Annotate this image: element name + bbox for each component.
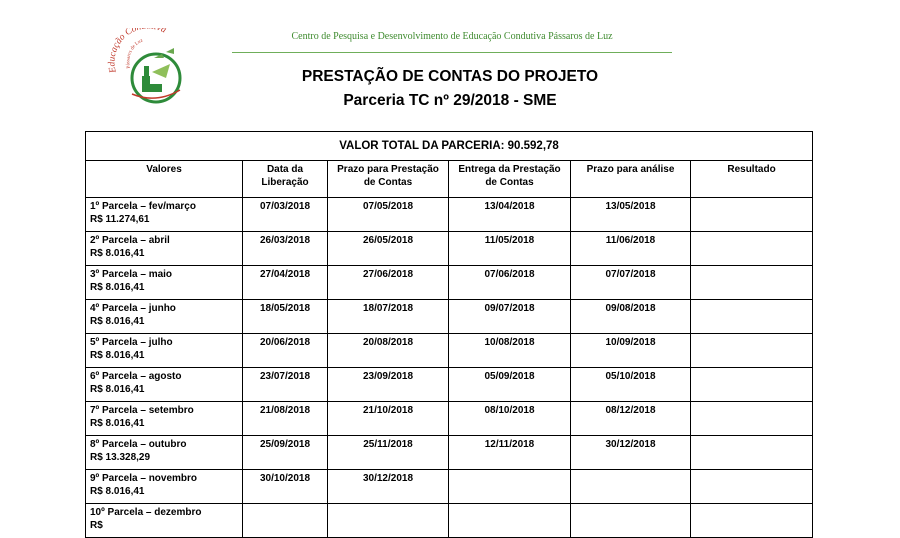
cell-liberacao (243, 504, 328, 538)
cell-prazo-analise: 08/12/2018 (571, 402, 691, 436)
cell-liberacao: 18/05/2018 (243, 300, 328, 334)
cell-liberacao: 07/03/2018 (243, 198, 328, 232)
cell-resultado (691, 436, 813, 470)
cell-prazo-analise: 30/12/2018 (571, 436, 691, 470)
cell-prazo-prestacao: 21/10/2018 (328, 402, 449, 436)
parcela-value: R$ 8.016,41 (90, 248, 145, 259)
parcela-label: 7º Parcela – setembro (90, 405, 194, 416)
cell-entrega: 08/10/2018 (449, 402, 571, 436)
cell-liberacao: 23/07/2018 (243, 368, 328, 402)
cell-resultado (691, 198, 813, 232)
cell-resultado (691, 470, 813, 504)
cell-resultado (691, 402, 813, 436)
cell-prazo-prestacao: 20/08/2018 (328, 334, 449, 368)
cell-liberacao: 21/08/2018 (243, 402, 328, 436)
col-header-label: de Contas (363, 177, 413, 188)
col-header-prazo-prestacao (328, 161, 449, 198)
col-header-label: de Contas (485, 177, 534, 188)
cell-valores (86, 266, 243, 300)
cell-prazo-analise: 13/05/2018 (571, 198, 691, 232)
cell-valores (86, 232, 243, 266)
cell-prazo-analise: 10/09/2018 (571, 334, 691, 368)
parcela-label: 4º Parcela – junho (90, 303, 176, 314)
cell-prazo-prestacao (328, 504, 449, 538)
cell-valores (86, 300, 243, 334)
col-header-label: Prazo para análise (586, 164, 675, 175)
cell-entrega: 07/06/2018 (449, 266, 571, 300)
cell-entrega: 10/08/2018 (449, 334, 571, 368)
cell-prazo-prestacao: 18/07/2018 (328, 300, 449, 334)
cell-prazo-analise: 11/06/2018 (571, 232, 691, 266)
organization-name: Centro de Pesquisa e Desenvolvimento de Educação Condutiva Pássaros de Luz (291, 31, 613, 42)
cell-entrega (449, 504, 571, 538)
cell-valores (86, 470, 243, 504)
cell-resultado (691, 232, 813, 266)
cell-valores (86, 198, 243, 232)
cell-resultado (691, 266, 813, 300)
table-row (86, 402, 813, 436)
parcela-label: 9º Parcela – novembro (90, 473, 198, 484)
document-subtitle: Parceria TC nº 29/2018 - SME (343, 92, 557, 109)
table-row (86, 436, 813, 470)
table-row (86, 198, 813, 232)
parcela-value: R$ 13.328,29 (90, 452, 151, 463)
table-row (86, 300, 813, 334)
cell-valores (86, 504, 243, 538)
table-row (86, 266, 813, 300)
document-title: PRESTAÇÃO DE CONTAS DO PROJETO (301, 68, 599, 85)
cell-prazo-analise: 09/08/2018 (571, 300, 691, 334)
col-header-label: Prazo para Prestação (337, 164, 439, 175)
cell-prazo-prestacao: 27/06/2018 (328, 266, 449, 300)
parcela-value: R$ 8.016,41 (90, 486, 145, 497)
parcela-label: 8º Parcela – outubro (90, 439, 187, 450)
cell-entrega: 09/07/2018 (449, 300, 571, 334)
parcela-value: R$ 8.016,41 (90, 316, 145, 327)
parcela-label: 6º Parcela – agosto (90, 371, 182, 382)
parcela-label: 2º Parcela – abril (90, 235, 170, 246)
header-divider (232, 52, 672, 53)
total-value: VALOR TOTAL DA PARCERIA: 90.592,78 (86, 132, 813, 161)
table-row (86, 368, 813, 402)
cell-liberacao: 27/04/2018 (243, 266, 328, 300)
cell-valores (86, 402, 243, 436)
cell-resultado (691, 300, 813, 334)
cell-liberacao: 26/03/2018 (243, 232, 328, 266)
cell-prazo-prestacao: 25/11/2018 (328, 436, 449, 470)
table-row (86, 470, 813, 504)
logo (104, 28, 196, 108)
parcela-value: R$ 8.016,41 (90, 350, 145, 361)
col-header-entrega (449, 161, 571, 198)
accounts-table (85, 131, 813, 538)
cell-prazo-prestacao: 30/12/2018 (328, 470, 449, 504)
parcela-value: R$ 8.016,41 (90, 418, 145, 429)
col-header-label: Resultado (727, 164, 776, 175)
col-header-resultado (691, 161, 813, 198)
table-row (86, 334, 813, 368)
parcela-label: 3º Parcela – maio (90, 269, 173, 280)
cell-entrega: 13/04/2018 (449, 198, 571, 232)
parcela-value: R$ (90, 520, 103, 531)
cell-entrega: 05/09/2018 (449, 368, 571, 402)
parcela-label: 1º Parcela – fev/março (90, 201, 196, 212)
logo-emblem-icon (104, 28, 196, 108)
table-row (86, 504, 813, 538)
cell-prazo-prestacao: 26/05/2018 (328, 232, 449, 266)
col-header-prazo-analise (571, 161, 691, 198)
cell-prazo-analise: 07/07/2018 (571, 266, 691, 300)
cell-liberacao: 25/09/2018 (243, 436, 328, 470)
cell-resultado (691, 334, 813, 368)
cell-entrega: 12/11/2018 (449, 436, 571, 470)
cell-liberacao: 30/10/2018 (243, 470, 328, 504)
table-total-row (86, 132, 813, 161)
col-header-label: Valores (146, 164, 182, 175)
svg-text:Educação Condutiva (107, 28, 167, 75)
parcela-value: R$ 11.274,61 (90, 214, 150, 225)
cell-entrega (449, 470, 571, 504)
cell-prazo-prestacao: 07/05/2018 (328, 198, 449, 232)
cell-prazo-prestacao: 23/09/2018 (328, 368, 449, 402)
cell-prazo-analise (571, 470, 691, 504)
cell-valores (86, 368, 243, 402)
logo-text-sub: Pássaros de Luz (126, 38, 144, 69)
cell-resultado (691, 504, 813, 538)
col-header-label: Data da Liberação (261, 164, 309, 188)
cell-prazo-analise: 05/10/2018 (571, 368, 691, 402)
cell-resultado (691, 368, 813, 402)
cell-entrega: 11/05/2018 (449, 232, 571, 266)
col-header-valores (86, 161, 243, 198)
cell-liberacao: 20/06/2018 (243, 334, 328, 368)
col-header-label: Entrega da Prestação (458, 164, 561, 175)
col-header-liberacao (243, 161, 328, 198)
cell-valores (86, 436, 243, 470)
parcela-value: R$ 8.016,41 (90, 282, 145, 293)
table-row (86, 232, 813, 266)
cell-valores (86, 334, 243, 368)
parcela-label: 5º Parcela – julho (90, 337, 173, 348)
table-header-row (86, 161, 813, 198)
parcela-label: 10º Parcela – dezembro (90, 507, 202, 518)
logo-text-main: Educação Co va (107, 28, 168, 74)
cell-prazo-analise (571, 504, 691, 538)
parcela-value: R$ 8.016,41 (90, 384, 145, 395)
